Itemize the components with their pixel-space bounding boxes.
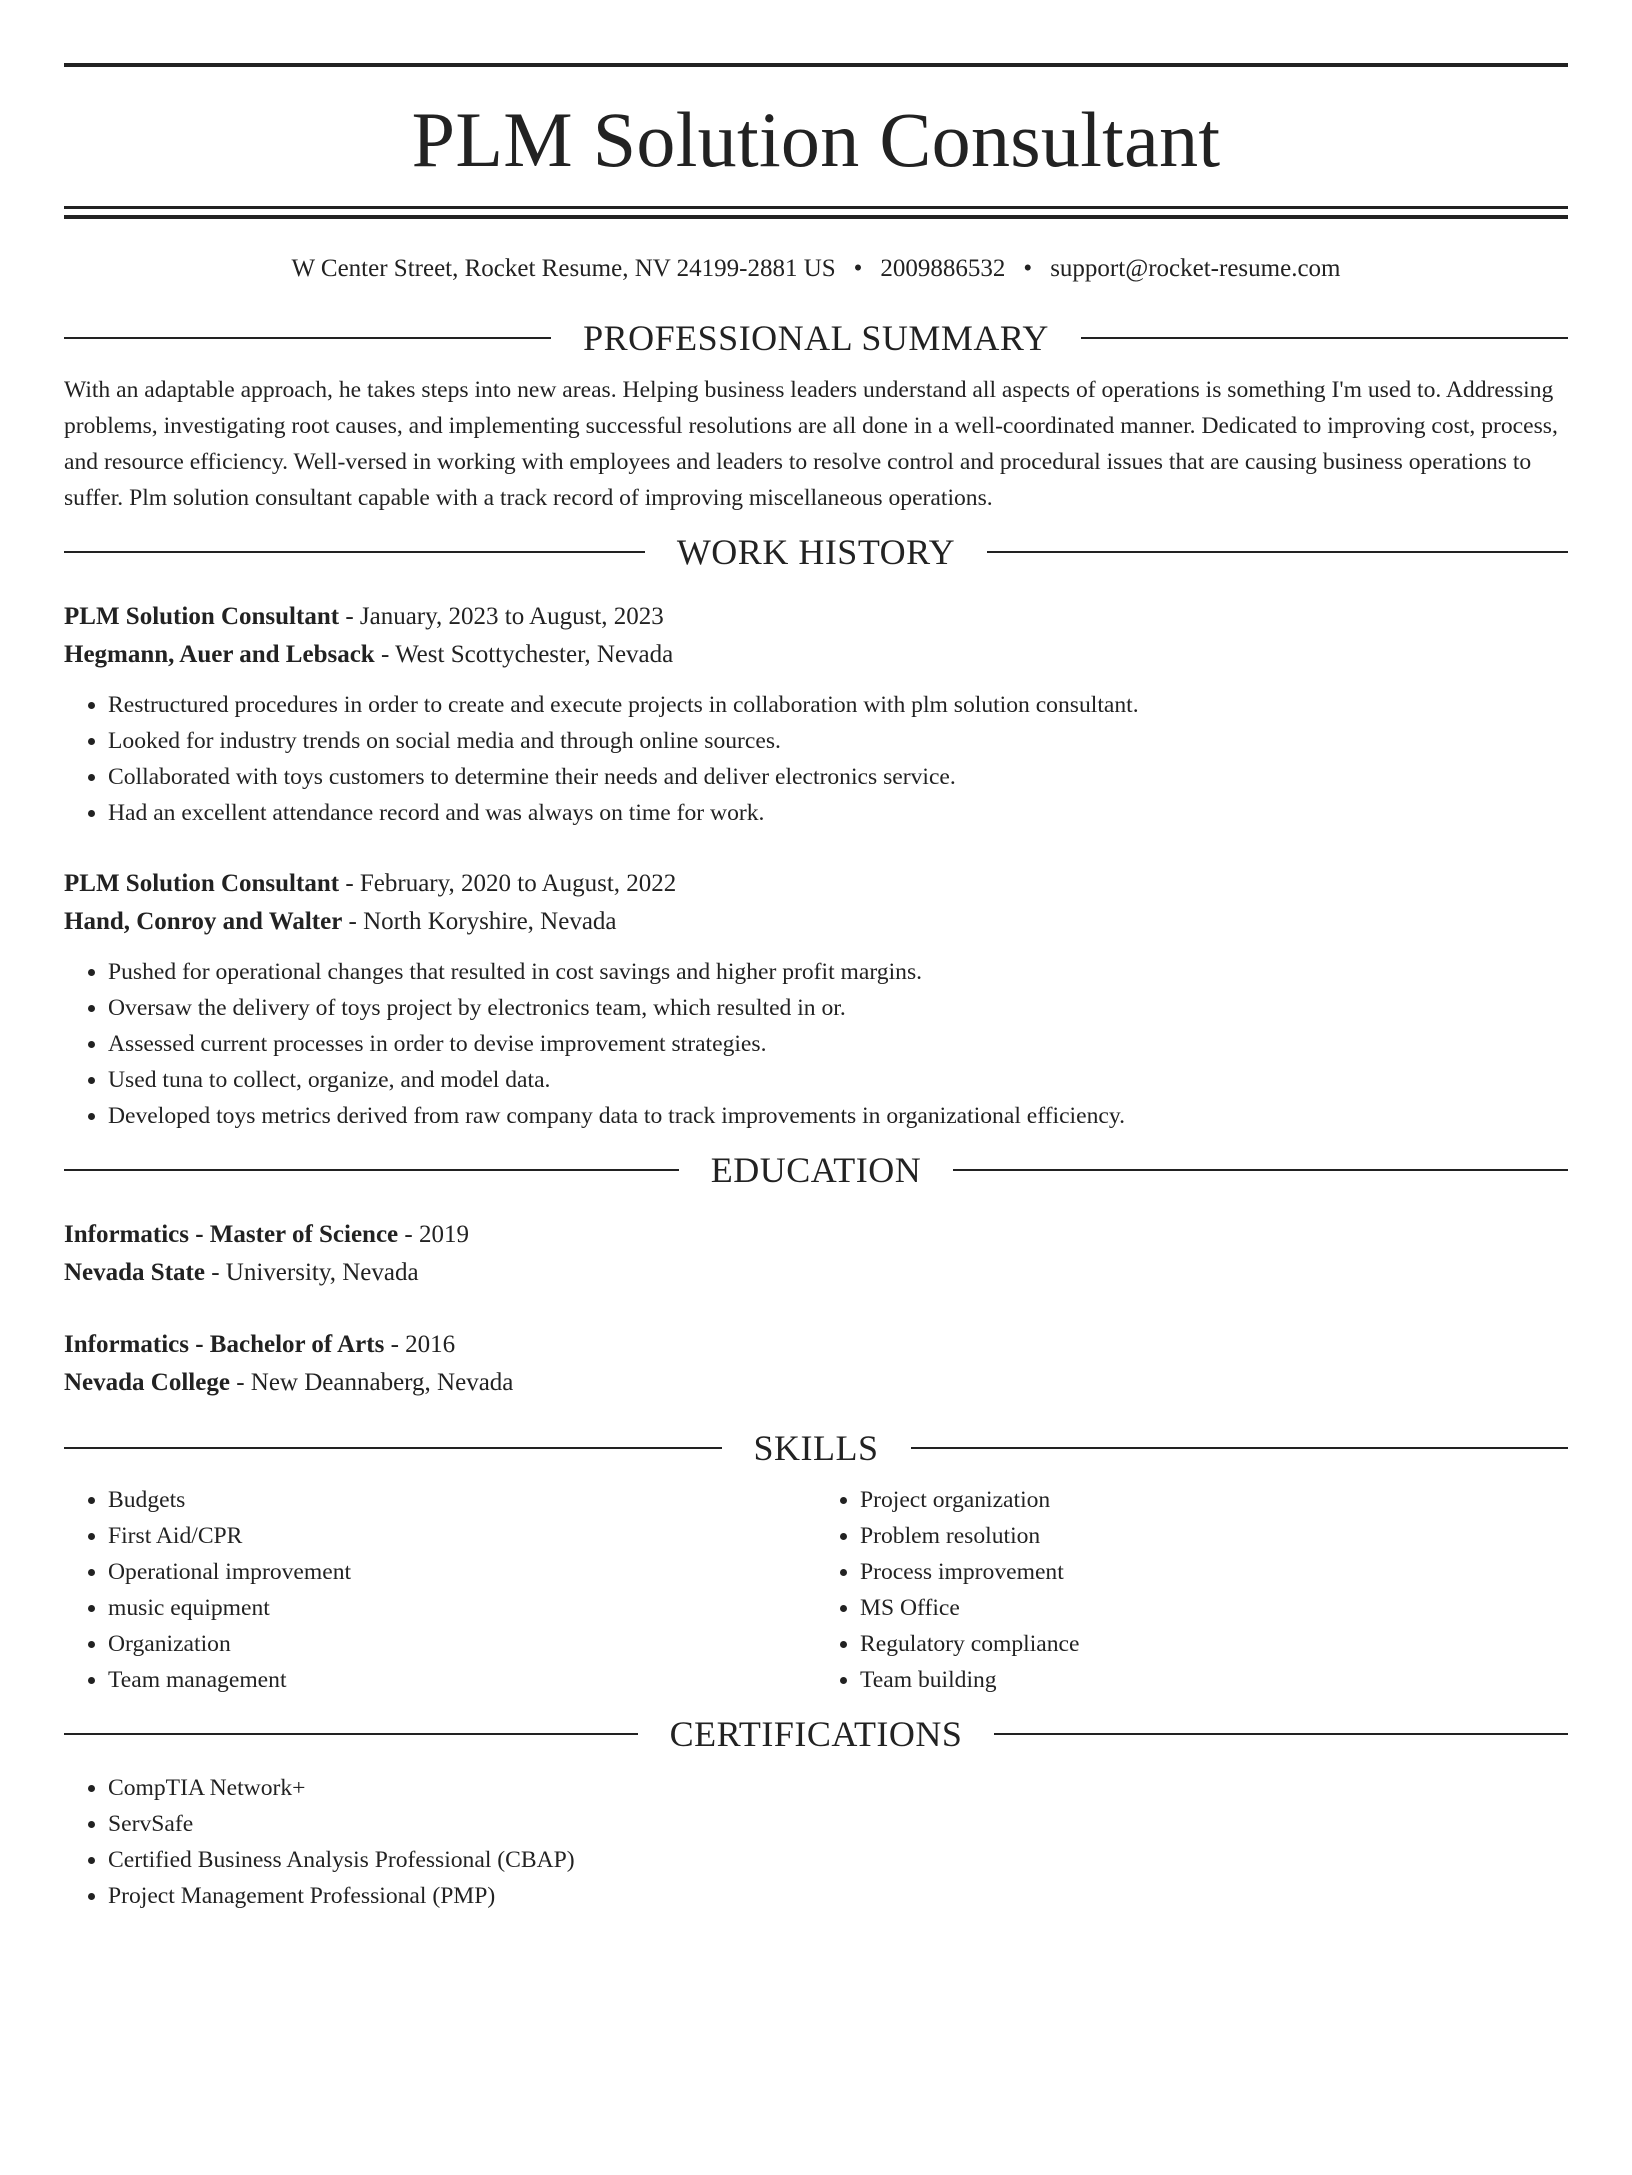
- list-item: • Oversaw the delivery of toys project by electronics team, which resulted in or.: [108, 990, 1568, 1026]
- education-year: - 2019: [398, 1221, 469, 1248]
- contact-address: W Center Street, Rocket Resume, NV 24199-2881 US: [291, 255, 836, 282]
- skills-list-left: [64, 1482, 816, 1698]
- list-item: • Organization: [108, 1626, 816, 1662]
- education-school-line: [64, 1254, 1568, 1292]
- education-entry: [64, 1326, 1568, 1402]
- list-item: • Restructured procedures in order to create and execute projects in collaboration with plm solution consultant.: [108, 687, 1568, 723]
- list-item: • Collaborated with toys customers to determine their needs and deliver electronics service.: [108, 759, 1568, 795]
- list-item: • Had an excellent attendance record and was always on time for work.: [108, 795, 1568, 831]
- job-bullets: [64, 687, 1568, 831]
- education-degree-line: [64, 1216, 1568, 1254]
- section-header-summary: [64, 316, 1568, 360]
- summary-text: With an adaptable approach, he takes steps into new areas. Helping business leaders understand all aspects of operations is something I'm used to. Addressing problems, investigating root causes, and implementing successful resolutions are all done in a well-coordinated manner. Dedicated to improving cost, process, and resource efficiency. Well-versed in working with employees and leaders to resolve control and procedural issues that are causing business operations to suffer. Plm solution consultant capable with a track record of improving miscellaneous operations.: [64, 377, 1558, 511]
- job-company-line: [64, 636, 1568, 674]
- list-item: • ServSafe: [108, 1806, 1568, 1842]
- job-entry: [64, 598, 1568, 831]
- job-title-line: [64, 598, 1568, 636]
- job-company: Hegmann, Auer and Lebsack: [64, 641, 375, 668]
- job-entry: [64, 865, 1568, 1134]
- certifications-list: [64, 1770, 1568, 1914]
- section-title: WORK HISTORY: [676, 532, 956, 572]
- job-dates: - February, 2020 to August, 2022: [339, 870, 677, 897]
- contact-separator: •: [853, 255, 863, 282]
- education-location: - New Deannaberg, Nevada: [229, 1369, 514, 1396]
- section-rule: [64, 551, 645, 553]
- education-degree-line: [64, 1326, 1568, 1364]
- section-rule: [911, 1447, 1569, 1449]
- job-company-line: [64, 903, 1568, 941]
- contact-phone: 2009886532: [880, 255, 1006, 282]
- job-dates: - January, 2023 to August, 2023: [339, 603, 664, 630]
- double-rule: [64, 206, 1568, 219]
- section-rule: [64, 1447, 722, 1449]
- section-header-work: [64, 530, 1568, 574]
- resume-page: [0, 63, 1632, 2175]
- list-item: • CompTIA Network+: [108, 1770, 1568, 1806]
- list-item: • Regulatory compliance: [860, 1626, 1568, 1662]
- contact-line: [64, 252, 1568, 286]
- education-entry: [64, 1216, 1568, 1292]
- section-rule: [994, 1733, 1568, 1735]
- section-rule: [1081, 337, 1568, 339]
- section-rule: [64, 337, 551, 339]
- education-year: - 2016: [384, 1331, 456, 1358]
- skills-grid: [64, 1482, 1568, 1698]
- section-header-skills: [64, 1426, 1568, 1470]
- list-item: • Project organization: [860, 1482, 1568, 1518]
- education-school: Nevada College: [64, 1369, 230, 1396]
- job-title: PLM Solution Consultant: [64, 870, 340, 897]
- job-title: PLM Solution Consultant: [64, 603, 340, 630]
- list-item: • music equipment: [108, 1590, 816, 1626]
- job-location: - North Koryshire, Nevada: [342, 908, 617, 935]
- list-item: • MS Office: [860, 1590, 1568, 1626]
- section-header-education: [64, 1148, 1568, 1192]
- list-item: • Team management: [108, 1662, 816, 1698]
- section-rule: [953, 1169, 1568, 1171]
- job-title-line: [64, 865, 1568, 903]
- job-company: Hand, Conroy and Walter: [64, 908, 343, 935]
- list-item: • First Aid/CPR: [108, 1518, 816, 1554]
- education-degree: Informatics - Master of Science: [64, 1221, 399, 1248]
- list-item: • Problem resolution: [860, 1518, 1568, 1554]
- education-location: - University, Nevada: [204, 1259, 419, 1286]
- list-item: • Budgets: [108, 1482, 816, 1518]
- section-title: SKILLS: [753, 1428, 879, 1468]
- top-rule: [64, 63, 1568, 67]
- section-title: CERTIFICATIONS: [669, 1714, 963, 1754]
- contact-email: support@rocket-resume.com: [1050, 255, 1341, 282]
- education-degree: Informatics - Bachelor of Arts: [64, 1331, 385, 1358]
- list-item: • Used tuna to collect, organize, and model data.: [108, 1062, 1568, 1098]
- list-item: • Developed toys metrics derived from raw company data to track improvements in organizational efficiency.: [108, 1098, 1568, 1134]
- section-rule: [64, 1733, 638, 1735]
- section-rule: [64, 1169, 679, 1171]
- education-school-line: [64, 1364, 1568, 1402]
- list-item: • Process improvement: [860, 1554, 1568, 1590]
- education-school: Nevada State: [64, 1259, 205, 1286]
- list-item: • Project Management Professional (PMP): [108, 1878, 1568, 1914]
- list-item: • Team building: [860, 1662, 1568, 1698]
- skills-list-right: [816, 1482, 1568, 1698]
- list-item: • Looked for industry trends on social media and through online sources.: [108, 723, 1568, 759]
- list-item: • Assessed current processes in order to devise improvement strategies.: [108, 1026, 1568, 1062]
- list-item: • Operational improvement: [108, 1554, 816, 1590]
- section-header-certifications: [64, 1712, 1568, 1756]
- resume-name: PLM Solution Consultant: [411, 96, 1221, 183]
- job-location: - West Scottychester, Nevada: [374, 641, 674, 668]
- contact-separator: •: [1023, 255, 1033, 282]
- list-item: • Pushed for operational changes that resulted in cost savings and higher profit margins.: [108, 954, 1568, 990]
- job-bullets: [64, 954, 1568, 1134]
- list-item: • Certified Business Analysis Professional (CBAP): [108, 1842, 1568, 1878]
- section-rule: [987, 551, 1568, 553]
- section-title: PROFESSIONAL SUMMARY: [583, 318, 1049, 358]
- section-title: EDUCATION: [710, 1150, 922, 1190]
